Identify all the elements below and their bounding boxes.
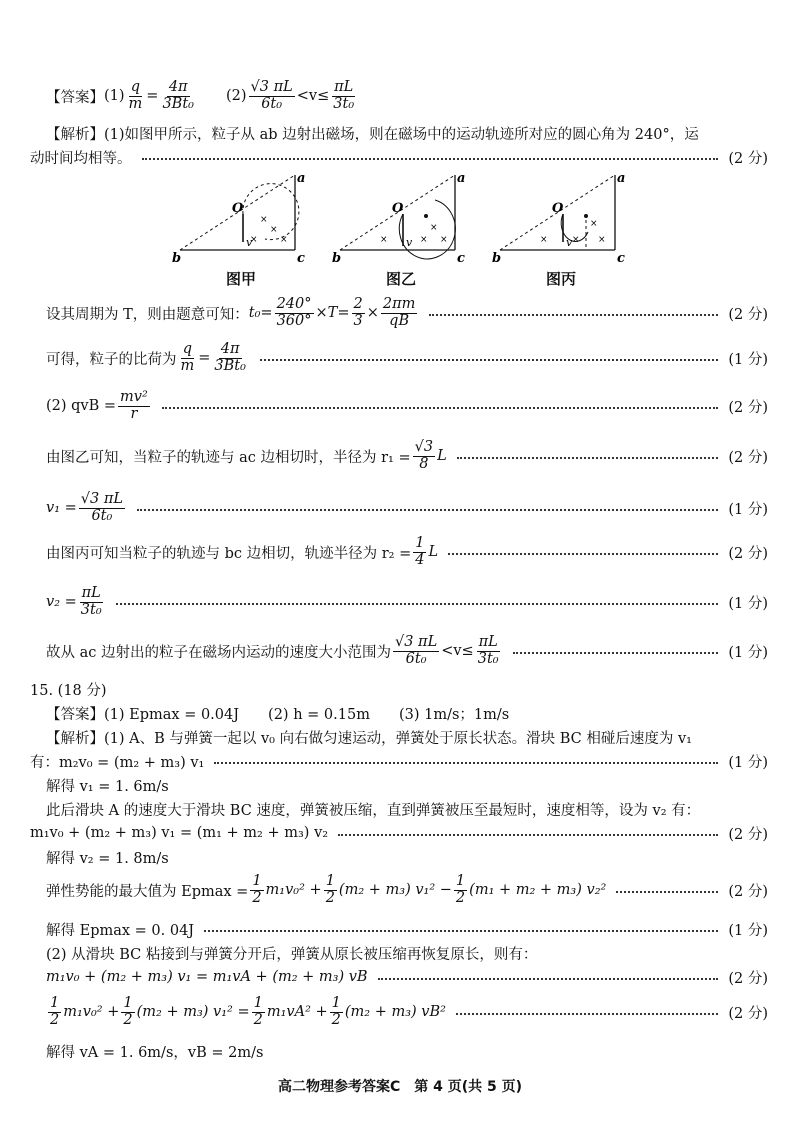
svg-text:×: × (420, 235, 428, 245)
q15-ep-max: 弹性势能的最大值为 Epmax = $\frac{1}{2}$ m₁v₀² + $\frac{1}{2}$ (m₂ + m₃) v₁² − $\frac{1}{2}$ (m₁ + m₂ + m₃) v₂² (2 分) (46, 872, 768, 906)
fraction: $\frac{1}{2}$ (253, 994, 263, 1028)
figure-label: 图丙 (546, 270, 577, 288)
fraction: $\frac{1}{4}$ (415, 534, 425, 568)
svg-text:×: × (572, 235, 580, 245)
figure-yi (332, 171, 465, 266)
svg-text:×: × (440, 235, 448, 245)
svg-text:c: c (297, 251, 305, 266)
svg-text:×: × (430, 223, 438, 233)
fraction: $\frac{240^\circ}{360^\circ}$ (276, 295, 312, 329)
svg-text:a: a (617, 171, 626, 186)
score: (2 分) (728, 970, 768, 987)
q14-v1: v₁ = $\frac{√3 \pi L}{\text{6t₀}}$ (1 分) (46, 490, 768, 524)
figure-bing (492, 171, 625, 266)
svg-text:v: v (246, 236, 253, 249)
fraction: $\frac{√3}{8}$ (414, 438, 434, 472)
svg-text:×: × (250, 235, 258, 245)
fraction: $\frac{√3 \pi L}{\text{6t₀}}$ (250, 78, 293, 112)
fraction: $\frac{4\pi}{\text{3Bt₀}}$ (214, 340, 246, 374)
fraction: $\frac{2\pi m}{qB}$ (382, 295, 416, 329)
q14-r2: 由图丙可知当粒子的轨迹与 bc 边相切，轨迹半径为 r₂ = $\frac{1}{4}$ L (2 分) (46, 534, 768, 568)
fraction: $\frac{1}{2}$ (331, 994, 341, 1028)
svg-text:×: × (598, 235, 606, 245)
q14-v2: v₂ = $\frac{\pi L}{\text{3t₀}}$ (1 分) (46, 584, 768, 618)
q15-line: m₁v₀ + (m₂ + m₃) v₁ = (m₁ + m₂ + m₃) v₂ (2 分) (30, 822, 800, 844)
svg-text:×: × (260, 215, 268, 225)
svg-text:c: c (617, 251, 625, 266)
svg-text:×: × (590, 219, 598, 229)
svg-text:v: v (406, 236, 413, 249)
svg-text:v: v (566, 236, 573, 249)
svg-text:×: × (270, 225, 278, 235)
q15-line: 【解析】(1) A、B 与弹簧一起以 v₀ 向右做匀速运动，弹簧处于原长状态。滑块 BC 相碰后速度为 v₁ (46, 730, 692, 747)
svg-text:b: b (492, 251, 502, 266)
fraction: $\frac{1}{2}$ (455, 872, 466, 906)
score: (2 分) (728, 449, 768, 466)
q15-line: 解得 Epmax = 0. 04J (1 分) (46, 918, 800, 940)
q15-line: 此后滑块 A 的速度大于滑块 BC 速度，弹簧被压缩，直到弹簧被压至最短时，速度相等，设为 v₂ 有： (46, 802, 701, 819)
score: (1 分) (728, 644, 768, 661)
score: (2 分) (728, 883, 768, 900)
fraction: $\frac{4\pi}{\text{3Bt₀}}$ (162, 78, 194, 112)
q14-analysis-line1: 【解析】 (1)如图甲所示，粒子从 ab 边射出磁场，则在磁场中的运动轨迹所对应的圆心角为 240°，运 (46, 126, 699, 143)
svg-text:×: × (540, 235, 548, 245)
q14-force: (2) qvB = $\frac{\text{mv²}}{r}$ (2 分) (46, 388, 768, 422)
q15-line: 解得 v₁ = 1. 6m/s (46, 778, 169, 795)
score: (2 分) (728, 306, 768, 323)
q15-line: 解得 vA = 1. 6m/s，vB = 2m/s (46, 1044, 264, 1061)
fraction: $\frac{\pi L}{\text{3t₀}}$ (477, 633, 499, 667)
svg-text:a: a (297, 171, 306, 186)
q15-line: m₁v₀ + (m₂ + m₃) v₁ = m₁vA + (m₂ + m₃) vB (2 分) (46, 966, 800, 988)
svg-text:b: b (332, 251, 342, 266)
fraction: $\frac{q}{m}$ (180, 340, 195, 374)
fraction: $\frac{1}{2}$ (325, 872, 335, 906)
figure-jia (172, 171, 305, 266)
fraction: $\frac{\text{mv²}}{r}$ (120, 388, 148, 422)
triangle-figures (170, 170, 640, 270)
score: (2 分) (728, 150, 768, 167)
score: (1 分) (728, 922, 768, 939)
fraction: $\frac{2}{3}$ (353, 295, 363, 329)
q14-period: 设其周期为 T，则由题意可知： t₀ = $\frac{240^\circ}{360^\circ}$ ×T= $\frac{2}{3}$ × $\frac{2\pi m}{qB}$ (2 分) (46, 295, 768, 329)
q15-line: 有：m₂v₀ = (m₂ + m₃) v₁ (1 分) (30, 750, 800, 772)
q14-r1: 由图乙可知，当粒子的轨迹与 ac 边相切时，半径为 r₁ = $\frac{√3}{8}$ L (2 分) (46, 438, 768, 472)
score: (1 分) (728, 754, 768, 771)
svg-text:O: O (392, 201, 404, 216)
score: (2 分) (728, 1005, 768, 1022)
q15-line: (2) 从滑块 BC 粘接到与弹簧分开后，弹簧从原长被压缩再恢复原长，则有： (46, 946, 538, 963)
score: (2 分) (728, 826, 768, 843)
q14-analysis-line2: 动时间均相等。 (2 分) (30, 146, 800, 168)
q15-heading: 15. (18 分) (30, 682, 107, 699)
fraction: $\frac{q}{m}$ (128, 78, 143, 112)
svg-text:×: × (380, 235, 388, 245)
fraction: $\frac{\pi L}{\text{3t₀}}$ (333, 78, 355, 112)
score: (2 分) (728, 545, 768, 562)
svg-text:×: × (280, 235, 288, 245)
q15-answer: 【答案】(1) Epmax = 0.04J (2) h = 0.15m (3) 1m/s；1m/s (46, 706, 510, 723)
q15-line: 解得 v₂ = 1. 8m/s (46, 850, 169, 867)
fraction: $\frac{1}{2}$ (50, 994, 60, 1028)
fraction: $\frac{\pi L}{\text{3t₀}}$ (80, 584, 102, 618)
q14-ratio: 可得，粒子的比荷为 $\frac{q}{m}$ = $\frac{4\pi}{\text{3Bt₀}}$ (1 分) (46, 340, 768, 374)
svg-text:O: O (552, 201, 564, 216)
score: (2 分) (728, 399, 768, 416)
page-footer: 高二物理参考答案C 第 4 页(共 5 页) (277, 1079, 523, 1095)
q14-range: 故从 ac 边射出的粒子在磁场内运动的速度大小范围为 $\frac{√3 \pi L}{\text{6t₀}}$ <v≤ $\frac{\pi L}{\text{3t₀}}$ (1 分) (46, 633, 768, 667)
svg-text:c: c (457, 251, 465, 266)
answer-tag: 【答案】 (46, 89, 104, 106)
fraction: $\frac{1}{2}$ (252, 872, 262, 906)
fraction: $\frac{√3 \pi L}{\text{6t₀}}$ (394, 633, 438, 667)
svg-text:O: O (232, 201, 244, 216)
svg-text:b: b (172, 251, 182, 266)
fraction: $\frac{√3 \pi L}{\text{6t₀}}$ (80, 490, 123, 524)
figure-label: 图乙 (386, 270, 417, 288)
score: (1 分) (728, 501, 768, 518)
score: (1 分) (728, 595, 768, 612)
svg-text:a: a (457, 171, 466, 186)
score: (1 分) (728, 351, 768, 368)
q14-answer: 【答案】 (1) $\frac{q}{m}$ = $\frac{4\pi}{\text{3Bt₀}}$ (2) $\frac{√3 \pi L}{\text{6t₀}}$ <v≤ $\frac{\pi L}{\text{3t₀}}$ (46, 78, 355, 112)
q15-energy: $\frac{1}{2}$ m₁v₀² + $\frac{1}{2}$ (m₂ + m₃) v₁² = $\frac{1}{2}$ m₁vA² + $\frac{1}{2}$ (m₂ + m₃) vB² (2 分) (50, 994, 768, 1028)
figure-label: 图甲 (226, 270, 257, 288)
fraction: $\frac{1}{2}$ (123, 994, 133, 1028)
